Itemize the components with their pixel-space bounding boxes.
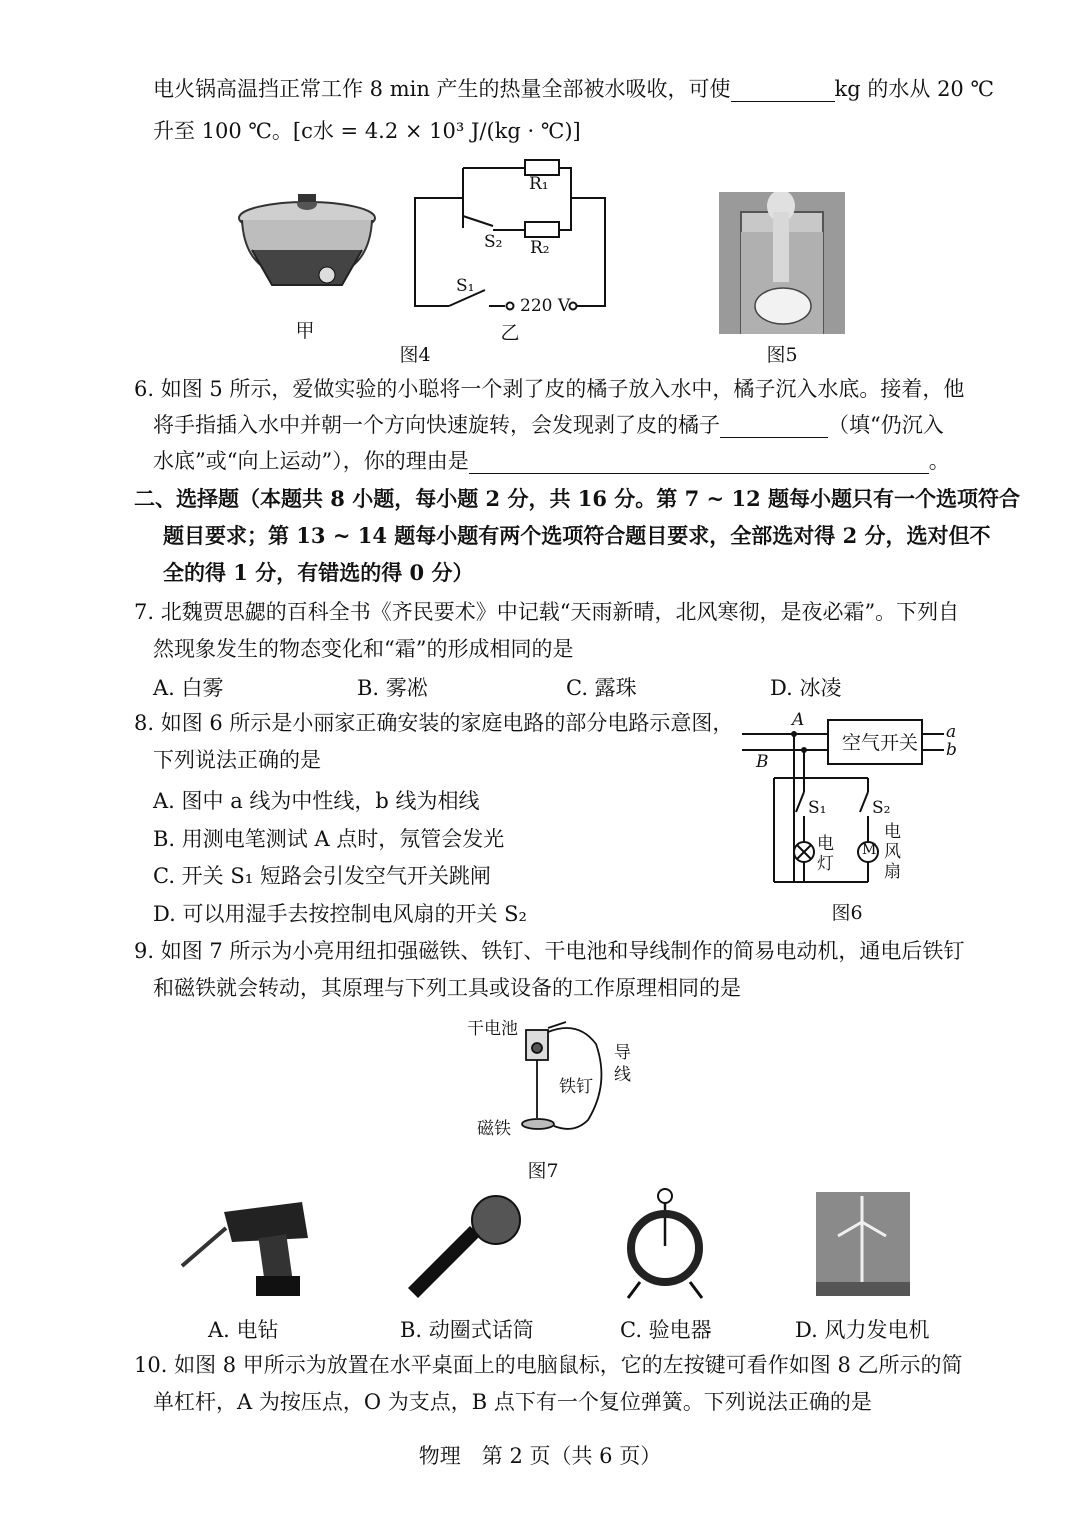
- q5-line1-text: 电火锅高温挡正常工作 8 min 产生的热量全部被水吸收，可使: [153, 77, 731, 101]
- q9-option-a[interactable]: A. 电钻: [208, 1318, 279, 1342]
- q8-option-a[interactable]: A. 图中 a 线为中性线，b 线为相线: [153, 789, 480, 813]
- fig7-caption: 图7: [527, 1160, 559, 1182]
- label-r2: R₂: [530, 238, 550, 258]
- page-footer: 物理 第 2 页（共 6 页）: [418, 1444, 662, 1468]
- orange-in-water-photo: [719, 192, 845, 334]
- section2-line1: 二、选择题（本题共 8 小题，每小题 2 分，共 16 分。第 7 ~ 12 题每小题只有一个选项符合: [134, 486, 1020, 511]
- q8-option-c[interactable]: C. 开关 S₁ 短路会引发空气开关跳闸: [153, 864, 491, 888]
- fig4-sub-b: 乙: [500, 322, 520, 344]
- q7-line2: 然现象发生的物态变化和“霜”的形成相同的是: [153, 637, 574, 661]
- q8-line2: 下列说法正确的是: [153, 748, 321, 772]
- fig4-circuit: [405, 158, 615, 318]
- motor-symbol: M: [862, 842, 877, 858]
- label-r1: R₁: [529, 174, 549, 194]
- label-voltage: 220 V: [520, 296, 571, 316]
- label-line-a: a: [946, 722, 957, 742]
- label-point-b: B: [756, 752, 769, 772]
- q5-line2: 升至 100 ℃。[c水 = 4.2 × 10³ J/(kg · ℃)]: [153, 119, 581, 143]
- q7-option-d[interactable]: D. 冰凌: [770, 676, 842, 700]
- label-s1: S₁: [808, 798, 827, 818]
- q8-line1: 8. 如图 6 所示是小丽家正确安装的家庭电路的部分电路示意图，: [134, 711, 734, 735]
- label-point-a: A: [792, 710, 805, 730]
- microphone-image: [400, 1190, 530, 1305]
- label-lamp: 电灯: [817, 834, 834, 874]
- fig4-caption: 图4: [399, 344, 431, 366]
- q6-line3-text: 水底”或“向上运动”），你的理由是: [153, 449, 469, 473]
- fig4-sub-a: 甲: [295, 320, 315, 342]
- section2-line3: 全的得 1 分，有错选的得 0 分）: [163, 560, 474, 585]
- q9-option-c[interactable]: C. 验电器: [620, 1318, 712, 1342]
- wind-turbine-image: [816, 1192, 910, 1296]
- label-magnet: 磁铁: [477, 1119, 511, 1139]
- fig5-caption: 图5: [766, 344, 798, 366]
- q8-option-b[interactable]: B. 用测电笔测试 A 点时，氖管会发光: [153, 827, 505, 851]
- q6-line1: 6. 如图 5 所示，爱做实验的小聪将一个剥了皮的橘子放入水中，橘子沉入水底。接着，他: [134, 377, 965, 401]
- q9-line1: 9. 如图 7 所示为小亮用纽扣强磁铁、铁钉、干电池和导线制作的简易电动机，通电后铁钉: [134, 939, 965, 963]
- q6-line3-tail: 。: [928, 449, 950, 473]
- label-fan: 电风扇: [884, 822, 901, 882]
- q5-line1-tail: kg 的水从 20 ℃: [834, 77, 994, 101]
- q6-line2: [153, 412, 944, 438]
- q9-option-b[interactable]: B. 动圈式话筒: [400, 1318, 534, 1342]
- label-wire: 导线: [614, 1043, 631, 1085]
- label-s1: S₁: [456, 276, 475, 296]
- electric-drill-image: [172, 1192, 322, 1302]
- q5-line1: [153, 76, 994, 102]
- hot-pot-image: [232, 180, 382, 300]
- q9-option-d[interactable]: D. 风力发电机: [795, 1318, 930, 1342]
- label-line-b: b: [946, 740, 957, 760]
- q6-line3: [153, 448, 950, 474]
- label-nail: 铁钉: [559, 1077, 593, 1097]
- q9-line2: 和磁铁就会转动，其原理与下列工具或设备的工作原理相同的是: [153, 976, 741, 1000]
- q7-line1: 7. 北魏贾思勰的百科全书《齐民要术》中记载“天雨新晴，北风寒彻，是夜必霜”。下列自: [134, 600, 960, 624]
- q10-line2: 单杠杆，A 为按压点，O 为支点，B 点下有一个复位弹簧。下列说法正确的是: [153, 1390, 872, 1414]
- label-s2: S₂: [872, 798, 891, 818]
- answer-blank[interactable]: [469, 473, 929, 474]
- fig6-caption: 图6: [831, 902, 863, 924]
- electroscope-image: [620, 1186, 710, 1304]
- answer-blank[interactable]: [720, 437, 828, 438]
- air-breaker-label: 空气开关: [842, 732, 919, 754]
- q8-option-d[interactable]: D. 可以用湿手去按控制电风扇的开关 S₂: [153, 902, 527, 926]
- answer-blank[interactable]: [731, 101, 835, 102]
- section2-line2: 题目要求；第 13 ~ 14 题每小题有两个选项符合题目要求，全部选对得 2 分，选对但不: [163, 523, 991, 548]
- q6-line2-tail: （填“仍沉入: [828, 413, 944, 437]
- q7-option-a[interactable]: A. 白雾: [153, 676, 224, 700]
- q7-option-b[interactable]: B. 雾凇: [357, 676, 428, 700]
- q10-line1: 10. 如图 8 甲所示为放置在水平桌面上的电脑鼠标，它的左按键可看作如图 8 乙所示的简: [134, 1353, 963, 1377]
- label-battery: 干电池: [467, 1019, 518, 1039]
- label-s2: S₂: [484, 232, 503, 252]
- q7-option-c[interactable]: C. 露珠: [566, 676, 637, 700]
- q6-line2-text: 将手指插入水中并朝一个方向快速旋转，会发现剥了皮的橘子: [153, 413, 720, 437]
